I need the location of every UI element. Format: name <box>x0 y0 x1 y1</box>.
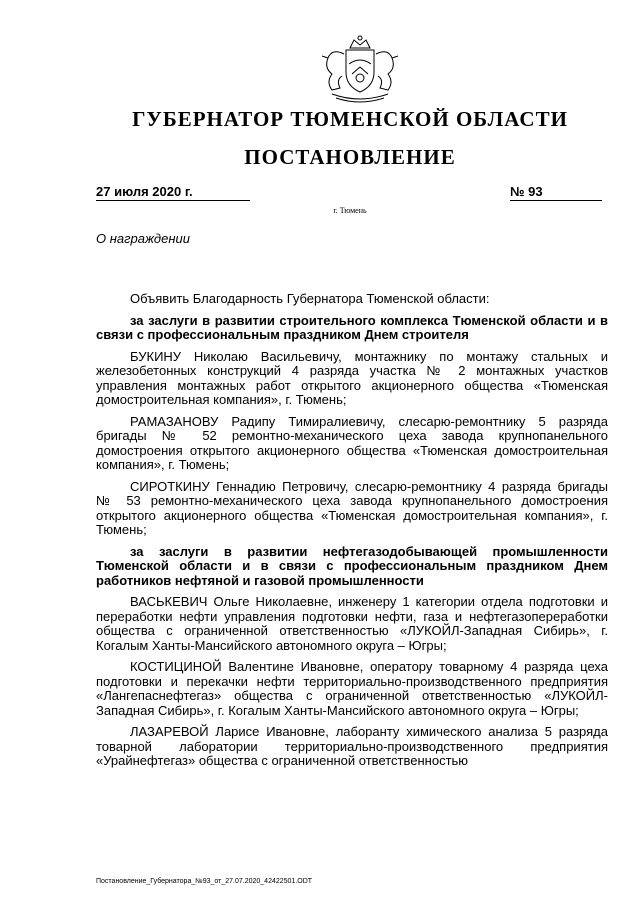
document-date: 27 июля 2020 г. <box>96 184 250 201</box>
footer-filename: Постановление_Губернатора_№93_от_27.07.2020_42422501.ODT <box>96 878 313 885</box>
document-subject: О награждении <box>96 231 190 246</box>
intro-paragraph: Объявить Благодарность Губернатора Тюменской области: <box>130 291 490 306</box>
award-item: КОСТИЦИНОЙ Валентине Ивановне, оператору товарному 4 разряда цеха подготовки и перекачки нефти территориально-производственного предприятия «Лангепаснефтегаз» общества с ограниченной ответственностью «ЛУКОЙЛ-Западная Сибирь», г. Когалым Ханты-Мансийского автономного округа – Югры; <box>96 659 608 718</box>
section-heading-construction: за заслуги в развитии строительного комплекса Тюменской области и в связи с профессиональным праздником Днем строителя <box>96 312 608 342</box>
section-heading-oil-gas: за заслуги в развитии нефтегазодобывающей промышленности Тюменской области и в связи с профессиональным праздником Днем работников нефтяной и газовой промышленности <box>96 543 608 588</box>
award-item: СИРОТКИНУ Геннадию Петровичу, слесарю-ремонтнику 4 разряда бригады № 53 ремонтно-механического цеха завода крупнопанельного домостроения открытого акционерного общества «Тюменская домостроительная компания», г. Тюмень; <box>96 478 608 537</box>
document-type: ПОСТАНОВЛЕНИЕ <box>244 145 456 169</box>
coat-of-arms-icon <box>302 34 418 106</box>
document-city: г. Тюмень <box>333 206 367 215</box>
award-item: БУКИНУ Николаю Васильевичу, монтажнику по монтажу стальных и железобетонных конструкций 4 разряда участка № 2 монтажных участков управления монтажных работ открытого акционерного общества «Тюменская домостроительная компания», г. Тюмень; <box>96 348 608 407</box>
document-number: № 93 <box>510 184 602 201</box>
issuer-title: ГУБЕРНАТОР ТЮМЕНСКОЙ ОБЛАСТИ <box>132 107 568 131</box>
award-item: РАМАЗАНОВУ Радипу Тимиралиевичу, слесарю-ремонтнику 5 разряда бригады № 52 ремонтно-механического цеха завода крупнопанельного домостроения открытого акционерного общества «Тюменская домостроительная компания», г. Тюмень; <box>96 413 608 472</box>
award-item: ЛАЗАРЕВОЙ Ларисе Ивановне, лаборанту химического анализа 5 разряда товарной лаборатории территориально-производственного предприятия «Урайнефтегаз» общества с ограниченной ответственностью <box>96 724 608 768</box>
award-item: ВАСЬКЕВИЧ Ольге Николаевне, инженеру 1 категории отдела подготовки и переработки нефти управления подготовки нефти, газа и нефтегазопереработки общества с ограниченной ответственностью «ЛУКОЙЛ-Западная Сибирь», г. Когалым Ханты-Мансийского автономного округа – Югры; <box>96 594 608 653</box>
document-body <box>96 292 608 776</box>
